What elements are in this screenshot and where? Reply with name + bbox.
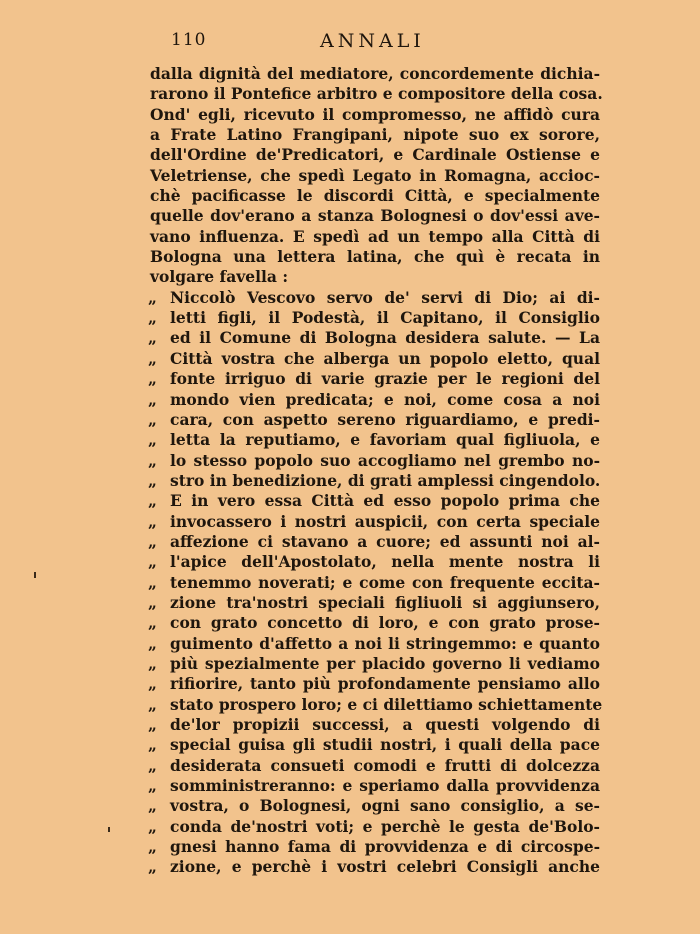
text-line <box>150 756 600 776</box>
line-text: guimento d'affetto a noi li stringemmo: e quanto <box>170 633 600 653</box>
quote-mark: „ <box>148 776 157 796</box>
quote-mark: „ <box>148 837 157 857</box>
line-text: zione, e perchè i vostri celebri Consigli anche <box>170 857 600 877</box>
line-text: special guisa gli studii nostri, i quali della pace <box>170 735 600 755</box>
quote-mark: „ <box>148 328 157 348</box>
quote-mark: „ <box>148 389 157 409</box>
page-number: 110 <box>171 30 207 50</box>
quote-mark: „ <box>148 531 157 551</box>
quote-mark: „ <box>148 857 157 877</box>
quote-mark: „ <box>148 572 157 592</box>
line-text: gnesi hanno fama di provvidenza e di circospe- <box>170 837 600 857</box>
quote-mark: „ <box>148 491 157 511</box>
quote-mark: „ <box>148 308 157 328</box>
quote-mark: „ <box>148 511 157 531</box>
text-line <box>150 837 600 857</box>
text-line <box>150 552 600 572</box>
text-line <box>150 267 600 287</box>
line-text: mondo vien predicata; e noi, come cosa a noi <box>170 389 600 409</box>
quote-mark: „ <box>148 674 157 694</box>
text-line <box>150 613 600 633</box>
line-text: l'apice dell'Apostolato, nella mente nostra li <box>170 552 600 572</box>
text-line <box>150 206 600 226</box>
quote-mark: „ <box>148 694 157 714</box>
quote-mark: „ <box>148 430 157 450</box>
line-text: fonte irriguo di varie grazie per le regioni del <box>170 369 600 389</box>
text-line <box>150 64 600 84</box>
line-text: letti figli, il Podestà, il Capitano, il Consiglio <box>170 308 600 328</box>
quote-mark: „ <box>148 369 157 389</box>
text-line <box>150 634 600 654</box>
line-text: invocassero i nostri auspicii, con certa speciale <box>170 511 600 531</box>
text-line <box>150 328 600 348</box>
text-line <box>150 227 600 247</box>
line-text: vostra, o Bolognesi, ogni sano consiglio, a se- <box>170 796 600 816</box>
quote-mark: „ <box>148 715 157 734</box>
text-line <box>150 288 600 308</box>
line-text: de'lor propizii successi, a questi volgendo di <box>170 715 600 734</box>
text-line <box>150 817 600 837</box>
line-text: rarono il Pontefice arbitro e compositore della cosa. <box>150 84 603 104</box>
quote-mark: „ <box>148 816 157 836</box>
line-text: stato prospero loro; e ci dilettiamo schiettamente <box>170 694 603 714</box>
line-text: chè pacificasse le discordi Città, e specialmente <box>150 186 600 206</box>
line-text: volgare favella : <box>150 267 289 287</box>
text-line <box>150 390 600 410</box>
line-text: conda de'nostri voti; e perchè le gesta de'Bolo- <box>170 816 600 836</box>
line-text: affezione ci stavano a cuore; ed assunti noi al- <box>170 531 600 551</box>
line-text: Ond' egli, ricevuto il compromesso, ne affidò cura <box>150 104 600 124</box>
quote-mark: „ <box>148 633 157 653</box>
text-line <box>150 369 600 389</box>
line-text: lo stesso popolo suo accogliamo nel grembo no- <box>170 450 600 470</box>
quote-mark: „ <box>148 653 157 673</box>
text-line <box>150 410 600 430</box>
body-text <box>148 64 603 878</box>
quote-mark: „ <box>148 735 157 755</box>
line-text: desiderata consueti comodi e frutti di dolcezza <box>170 755 600 775</box>
text-line <box>150 573 600 593</box>
line-text: dalla dignità del mediatore, concordemente dichia- <box>150 64 600 83</box>
line-text: ed il Comune di Bologna desidera salute. — La <box>170 328 600 348</box>
quote-mark: „ <box>148 470 157 490</box>
line-text: Città vostra che alberga un popolo eletto, qual <box>170 348 600 368</box>
text-line <box>150 105 600 125</box>
line-text: dell'Ordine de'Predicatori, e Cardinale Ostiense e <box>150 145 600 165</box>
line-text: E in vero essa Città ed esso popolo prima che <box>170 491 600 511</box>
text-line <box>150 776 600 796</box>
text-line <box>150 125 600 145</box>
text-line <box>150 532 600 552</box>
text-line <box>150 471 600 491</box>
line-text: con grato concetto di loro, e con grato prose- <box>170 613 600 633</box>
line-text: a Frate Latino Frangipani, nipote suo ex sorore, <box>150 125 600 145</box>
text-line <box>150 430 600 450</box>
quote-mark: „ <box>148 592 157 612</box>
text-line <box>150 247 600 267</box>
line-text: quelle dov'erano a stanza Bolognesi o dov'essi ave- <box>150 206 600 226</box>
line-text: Veletriense, che spedì Legato in Romagna, accioc- <box>150 165 600 185</box>
quote-mark: „ <box>148 552 157 572</box>
text-line <box>150 84 603 104</box>
running-title: ANNALI <box>320 30 425 52</box>
line-text: rifiorire, tanto più profondamente pensiamo allo <box>170 674 600 694</box>
line-text: tenemmo noverati; e come con frequente eccita- <box>170 572 600 592</box>
quote-mark: „ <box>148 450 157 470</box>
line-text: Bologna una lettera latina, che quì è recata in <box>150 247 600 267</box>
text-line <box>150 857 600 877</box>
line-text: più spezialmente per placido governo li vediamo <box>170 653 600 673</box>
quote-mark: „ <box>148 613 157 633</box>
quote-mark: „ <box>148 755 157 775</box>
line-text: somministreranno: e speriamo dalla provvidenza <box>170 776 600 796</box>
text-line <box>150 512 600 532</box>
line-text: stro in benedizione, di grati amplessi cingendolo. <box>170 470 601 490</box>
ink-speck <box>108 827 110 832</box>
line-text: vano influenza. E spedì ad un tempo alla Città di <box>150 226 600 246</box>
quote-mark: „ <box>148 409 157 429</box>
text-line <box>150 491 600 511</box>
text-line <box>150 654 600 674</box>
text-line <box>148 694 603 715</box>
text-line <box>150 308 600 328</box>
text-line <box>150 796 600 816</box>
text-line <box>150 145 600 165</box>
ink-speck <box>34 572 36 578</box>
text-line <box>150 451 600 471</box>
page-header <box>0 30 700 54</box>
text-line <box>150 674 600 694</box>
text-line <box>150 715 600 735</box>
line-text: letta la reputiamo, e favoriam qual figliuola, e <box>170 430 600 450</box>
text-line <box>150 349 600 369</box>
quote-mark: „ <box>148 796 157 816</box>
line-text: Niccolò Vescovo servo de' servi di Dio; ai di- <box>170 287 600 307</box>
text-line <box>150 593 600 613</box>
text-line <box>150 735 600 755</box>
quote-mark: „ <box>148 348 157 368</box>
line-text: zione tra'nostri speciali figliuoli si aggiunsero, <box>170 592 600 612</box>
text-line <box>150 166 600 186</box>
quote-mark: „ <box>148 287 157 307</box>
text-line <box>150 186 600 206</box>
line-text: cara, con aspetto sereno riguardiamo, e predi- <box>170 409 600 429</box>
